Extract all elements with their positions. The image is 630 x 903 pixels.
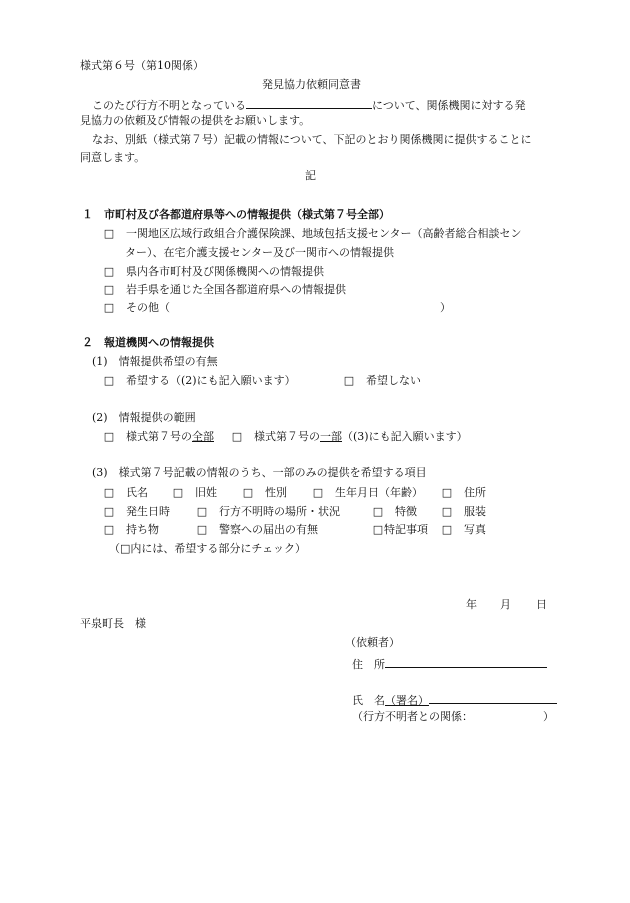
- checkbox[interactable]: □: [103, 265, 115, 278]
- checkbox[interactable]: □: [242, 486, 254, 499]
- item-address: □ 住所: [441, 486, 486, 499]
- section1-item2: □ 県内各市町村及び関係機関への情報提供: [103, 265, 324, 278]
- item-gender: □ 性別: [242, 486, 287, 499]
- checkbox[interactable]: □: [172, 486, 184, 499]
- date-month: 月: [500, 598, 511, 611]
- section2-heading: ２ 報道機関への情報提供: [82, 336, 214, 349]
- addressee: 平泉町長 様: [80, 617, 146, 630]
- checkbox[interactable]: □: [196, 523, 208, 536]
- item-birthdate: □ 生年月日（年齢）: [312, 486, 423, 499]
- checkbox[interactable]: □: [103, 486, 115, 499]
- section2-sub1-opt1: □ 希望する（(2)にも記入願います）: [103, 374, 296, 387]
- section1-item4-close: ）: [440, 301, 451, 314]
- date-year: 年: [466, 598, 477, 611]
- checkbox[interactable]: □: [103, 301, 115, 314]
- section1-item3: □ 岩手県を通じた全国各都道府県への情報提供: [103, 283, 346, 296]
- checkbox[interactable]: □: [372, 505, 384, 518]
- item-photo: □ 写真: [441, 523, 486, 536]
- checkbox[interactable]: □: [372, 523, 384, 536]
- item-clothing: □ 服装: [441, 505, 486, 518]
- checkbox[interactable]: □: [196, 505, 208, 518]
- form-id: 様式第６号（第10関係）: [80, 59, 204, 72]
- intro-line-4: 同意します。: [80, 151, 146, 164]
- section1-heading: １ 市町村及び各都道府県等への情報提供（様式第７号全部）: [82, 208, 390, 221]
- requester-relation: （行方不明者との関係：: [352, 710, 473, 723]
- section2-sub2-opt2: □ 様式第７号の一部（(3)にも記入願います）: [231, 430, 468, 443]
- requester-address: 住 所: [352, 655, 547, 672]
- missing-person-name-blank[interactable]: [246, 96, 372, 109]
- item-features: □ 特徴: [372, 505, 417, 518]
- section1-item4: □ その他（: [103, 301, 170, 314]
- section1-item1-cont: ター）、在宅介護支援センター及び一関市への情報提供: [125, 246, 395, 259]
- intro-line-3: なお、別紙（様式第７号）記載の情報について、下記のとおり関係機関に提供することに: [92, 133, 532, 146]
- checkbox[interactable]: □: [103, 227, 115, 240]
- section2-sub1-label: (1) 情報提供希望の有無: [92, 355, 218, 368]
- address-field[interactable]: [385, 655, 547, 668]
- checkbox[interactable]: □: [312, 486, 324, 499]
- section2-sub2-opt1: □ 様式第７号の全部: [103, 430, 214, 443]
- ki-marker: 記: [305, 169, 316, 182]
- requester-label: （依頼者）: [345, 636, 400, 649]
- item-belongings: □ 持ち物: [103, 523, 159, 536]
- requester-relation-close: ）: [543, 710, 554, 723]
- item-police-report: □ 警察への届出の有無: [196, 523, 318, 536]
- checkbox[interactable]: □: [343, 374, 355, 387]
- item-special-notes: □特記事項: [372, 523, 428, 536]
- intro-line-1: このたび行方不明となっている について、関係機関に対する発: [92, 96, 526, 113]
- section2-sub3-label: (3) 様式第７号記載の情報のうち、一部のみの提供を希望する項目: [92, 466, 427, 479]
- section2-sub1-opt2: □ 希望しない: [343, 374, 421, 387]
- checkbox[interactable]: □: [103, 430, 115, 443]
- date-day: 日: [536, 598, 547, 611]
- item-missing-location: □ 行方不明時の場所・状況: [196, 505, 340, 518]
- item-name: □ 氏名: [103, 486, 148, 499]
- checkbox[interactable]: □: [441, 505, 453, 518]
- section1-item1: □ 一関地区広域行政組合介護保険課、地域包括支援センター（高齢者総合相談セン: [103, 227, 522, 240]
- checkbox[interactable]: □: [441, 523, 453, 536]
- item-occurrence-datetime: □ 発生日時: [103, 505, 170, 518]
- item-maiden-name: □ 旧姓: [172, 486, 217, 499]
- section2-sub2-label: (2) 情報提供の範囲: [92, 411, 196, 424]
- checkbox[interactable]: □: [103, 374, 115, 387]
- checkbox[interactable]: □: [103, 283, 115, 296]
- checkbox[interactable]: □: [441, 486, 453, 499]
- name-field[interactable]: [429, 691, 557, 704]
- checkbox[interactable]: □: [103, 505, 115, 518]
- checkbox-note: （□内には、希望する部分にチェック）: [109, 542, 307, 555]
- checkbox[interactable]: □: [103, 523, 115, 536]
- requester-name: 氏 名（署名）: [352, 691, 557, 708]
- checkbox[interactable]: □: [231, 430, 243, 443]
- form-title: 発見協力依頼同意書: [262, 78, 361, 91]
- intro-line-2: 見協力の依頼及び情報の提供をお願いします。: [80, 114, 311, 127]
